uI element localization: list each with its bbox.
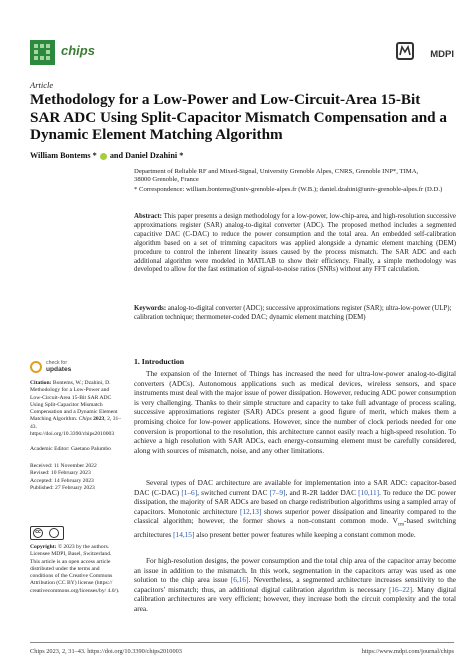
updates-icon xyxy=(30,361,42,373)
abstract-text: This paper presents a design methodology for a low-power, low-chip-area, and high-resolution successive approximations register (SAR) analog-to-digital converter (ADC). The proposed method includes a segmented capacitive DAC (C-DAC) to reduce the power consumption and the total area. An embedded self-calibration algorithm based on a set of trimming capacitors was applied alongside a dynamic element matching (DEM) procedure to control the inherent linearity issues caused by the process mismatch. The SAR ADC and each additional algorithm were modeled in MATLAB to show their efficiency. Finally, a simple methodology was developed to allow for the fast estimation of signal-to-noise ratios (SNRs) without any FFT calculation. xyxy=(134,213,456,274)
date-received: Received: 11 November 2022 xyxy=(30,463,97,469)
reference-link[interactable]: [12,13] xyxy=(240,506,262,516)
journal-logo xyxy=(30,40,55,65)
citation-year: 2023 xyxy=(93,416,105,423)
p2-text-g: also present better power features while keeping a constant common mode. xyxy=(194,530,416,540)
publisher-name: MDPI xyxy=(430,49,454,60)
check-for-updates-badge[interactable] xyxy=(30,361,100,375)
paper-title: Methodology for a Low-Power and Low-Circuit-Area 15-Bit SAR ADC Using Split-Capacitor Mismatch Compensation and a Dynamic Element Matching Algorithm xyxy=(30,91,447,143)
journal-name[interactable]: chips xyxy=(61,43,95,58)
author-list xyxy=(30,151,183,160)
citation-doi[interactable]: , 2, 31–43. https://doi.org/10.3390/chips2010003 xyxy=(30,416,122,438)
p3-text-c: . Many digital calibration architectures are very efficient; however, they increase both the circuit complexity and the total area. xyxy=(134,584,456,613)
reference-link[interactable]: [1–6] xyxy=(181,487,198,497)
updates-line-2: updates xyxy=(46,366,72,373)
cc-by-license-icon[interactable] xyxy=(30,526,64,540)
p3-text-b: . Nevertheless, a segmented architecture increases sensitivity to the capacitors' mismatch; thus, an additional digital calibration algorithm is necessary xyxy=(134,575,456,594)
date-revised: Revised: 10 February 2023 xyxy=(30,470,91,477)
citation-block xyxy=(30,380,122,438)
cc-icon: cc xyxy=(33,528,43,538)
academic-editor: Academic Editor: Gaetano Palumbo xyxy=(30,446,111,452)
abstract-label: Abstract: xyxy=(134,213,162,220)
citation-journal: Chips xyxy=(78,416,92,423)
reference-link[interactable]: [14,15] xyxy=(173,530,195,540)
author-conjunction: and xyxy=(109,151,124,160)
reference-link[interactable]: [6,16] xyxy=(230,575,249,585)
updates-line-1: check for xyxy=(46,360,68,366)
keywords-text: analog-to-digital converter (ADC); successive approximations register (SAR); ultra-low-power (ULP); calibration technique; thermometer-coded DAC; dynamic element matching (DEM) xyxy=(134,305,452,321)
intro-paragraph-1 xyxy=(134,369,456,455)
keywords-label: Keywords: xyxy=(134,305,167,312)
citation-text: Bontems, W.; Dzahini, D. Methodology for a Low-Power and Low-Circuit-Area 15-Bit SAR ADC Using Split-Capacitor Mismatch Compensation and a Dynamic Element Matching Algorithm. xyxy=(30,380,118,423)
affiliation xyxy=(134,168,454,194)
publisher-logo[interactable] xyxy=(392,42,454,62)
article-type-label: Article xyxy=(30,80,54,90)
p2-text-a: Several types of DAC architecture are available for implementation into a SAR ADC: capacitor-based DAC (C-DAC) xyxy=(134,478,456,497)
affiliation-line-1: Department of Reliable RF and Mixed-Signal, University Grenoble Alpes, CNRS, Grenoble INP*, TIMA, xyxy=(134,168,419,175)
abstract xyxy=(134,213,456,275)
p2-text-f: -based switching architectures xyxy=(134,516,456,540)
keywords xyxy=(134,305,456,323)
date-accepted: Accepted: 14 February 2023 xyxy=(30,477,94,484)
intro-paragraph-1-text: The expansion of the Internet of Things has increased the need for ultra-low-power analog-to-digital converters (ADCs). Autonomous applications such as medical devices, wireless sensors, and space instruments must deal with the major issue of power dissipation. However, reducing ADC power consumption is very challenging. Thanks to their simple structure and capacity to take full advantage of process scaling, successive approximations register (SAR) ADCs present a good figure of merit, which makes them a promising choice for low-power applications. However, since the number of clock periods needed for one conversion is proportional to the resolution, this architecture cannot easily reach a high-speed resolution. To achieve a high resolution with SAR ADCs, each energy-consuming element must be carefully considered, along with sources of mismatch, noise, and any other limitations. xyxy=(134,369,456,455)
p3-text-a: For high-resolution designs, the power consumption and the total chip area of the capacitor array become an issue in addition to the mismatch. In this work, segmentation in the capacitors array was used as one solution to the chip area issue xyxy=(134,556,456,585)
footer-citation[interactable]: Chips 2023, 2, 31–43. https://doi.org/10.3390/chips2010003 xyxy=(30,648,182,655)
copyright-text: © 2023 by the authors. Licensee MDPI, Basel, Switzerland. This article is an open access article distributed under the terms and conditions of the Creative Commons Attribution (CC BY) license (https:// creativecommons.org/licenses/by/ 4.0/). xyxy=(30,544,120,594)
author-1[interactable]: William Bontems * xyxy=(30,151,97,160)
orcid-icon[interactable] xyxy=(100,153,107,160)
publication-dates xyxy=(30,463,122,492)
citation-label: Citation: xyxy=(30,380,52,386)
vcm-subscript: cm xyxy=(397,522,405,528)
date-published: Published: 27 February 2023 xyxy=(30,484,95,491)
reference-link[interactable]: [16–22] xyxy=(388,584,413,594)
copyright-label: Copyright: xyxy=(30,544,57,550)
p2-text-c: , and R-2R ladder DAC xyxy=(285,487,359,497)
author-2[interactable]: Daniel Dzahini * xyxy=(125,151,184,160)
p2-text-b: , switched current DAC xyxy=(197,487,270,497)
correspondence: * Correspondence: william.bontems@univ-grenoble-alpes.fr (W.B.); daniel.dzahini@univ-grenoble-alpes.fr (D.D.) xyxy=(134,185,443,193)
section-heading-introduction: 1. Introduction xyxy=(134,357,185,366)
reference-link[interactable]: [10,11] xyxy=(358,487,380,497)
p2-text-e: shows superior power dissipation and linearity compared to the classical algorithm; however, the former shows a non-constant common mode. V xyxy=(134,506,456,526)
by-person-icon xyxy=(49,528,59,538)
affiliation-line-2: 38000 Grenoble, France xyxy=(134,176,199,184)
publisher-badge-icon xyxy=(396,42,414,60)
reference-link[interactable]: [7–9] xyxy=(269,487,286,497)
intro-paragraph-2 xyxy=(134,478,456,540)
copyright-block xyxy=(30,544,122,595)
footer-divider xyxy=(30,642,454,643)
p2-text-d: . To reduce the DC power dissipation, the majority of SAR ADCs are based on charge redistribution algorithms using a sampled array of capacitors. Monotonic architecture xyxy=(134,487,456,516)
footer-journal-url[interactable]: https://www.mdpi.com/journal/chips xyxy=(361,648,454,655)
intro-paragraph-3 xyxy=(134,556,456,614)
